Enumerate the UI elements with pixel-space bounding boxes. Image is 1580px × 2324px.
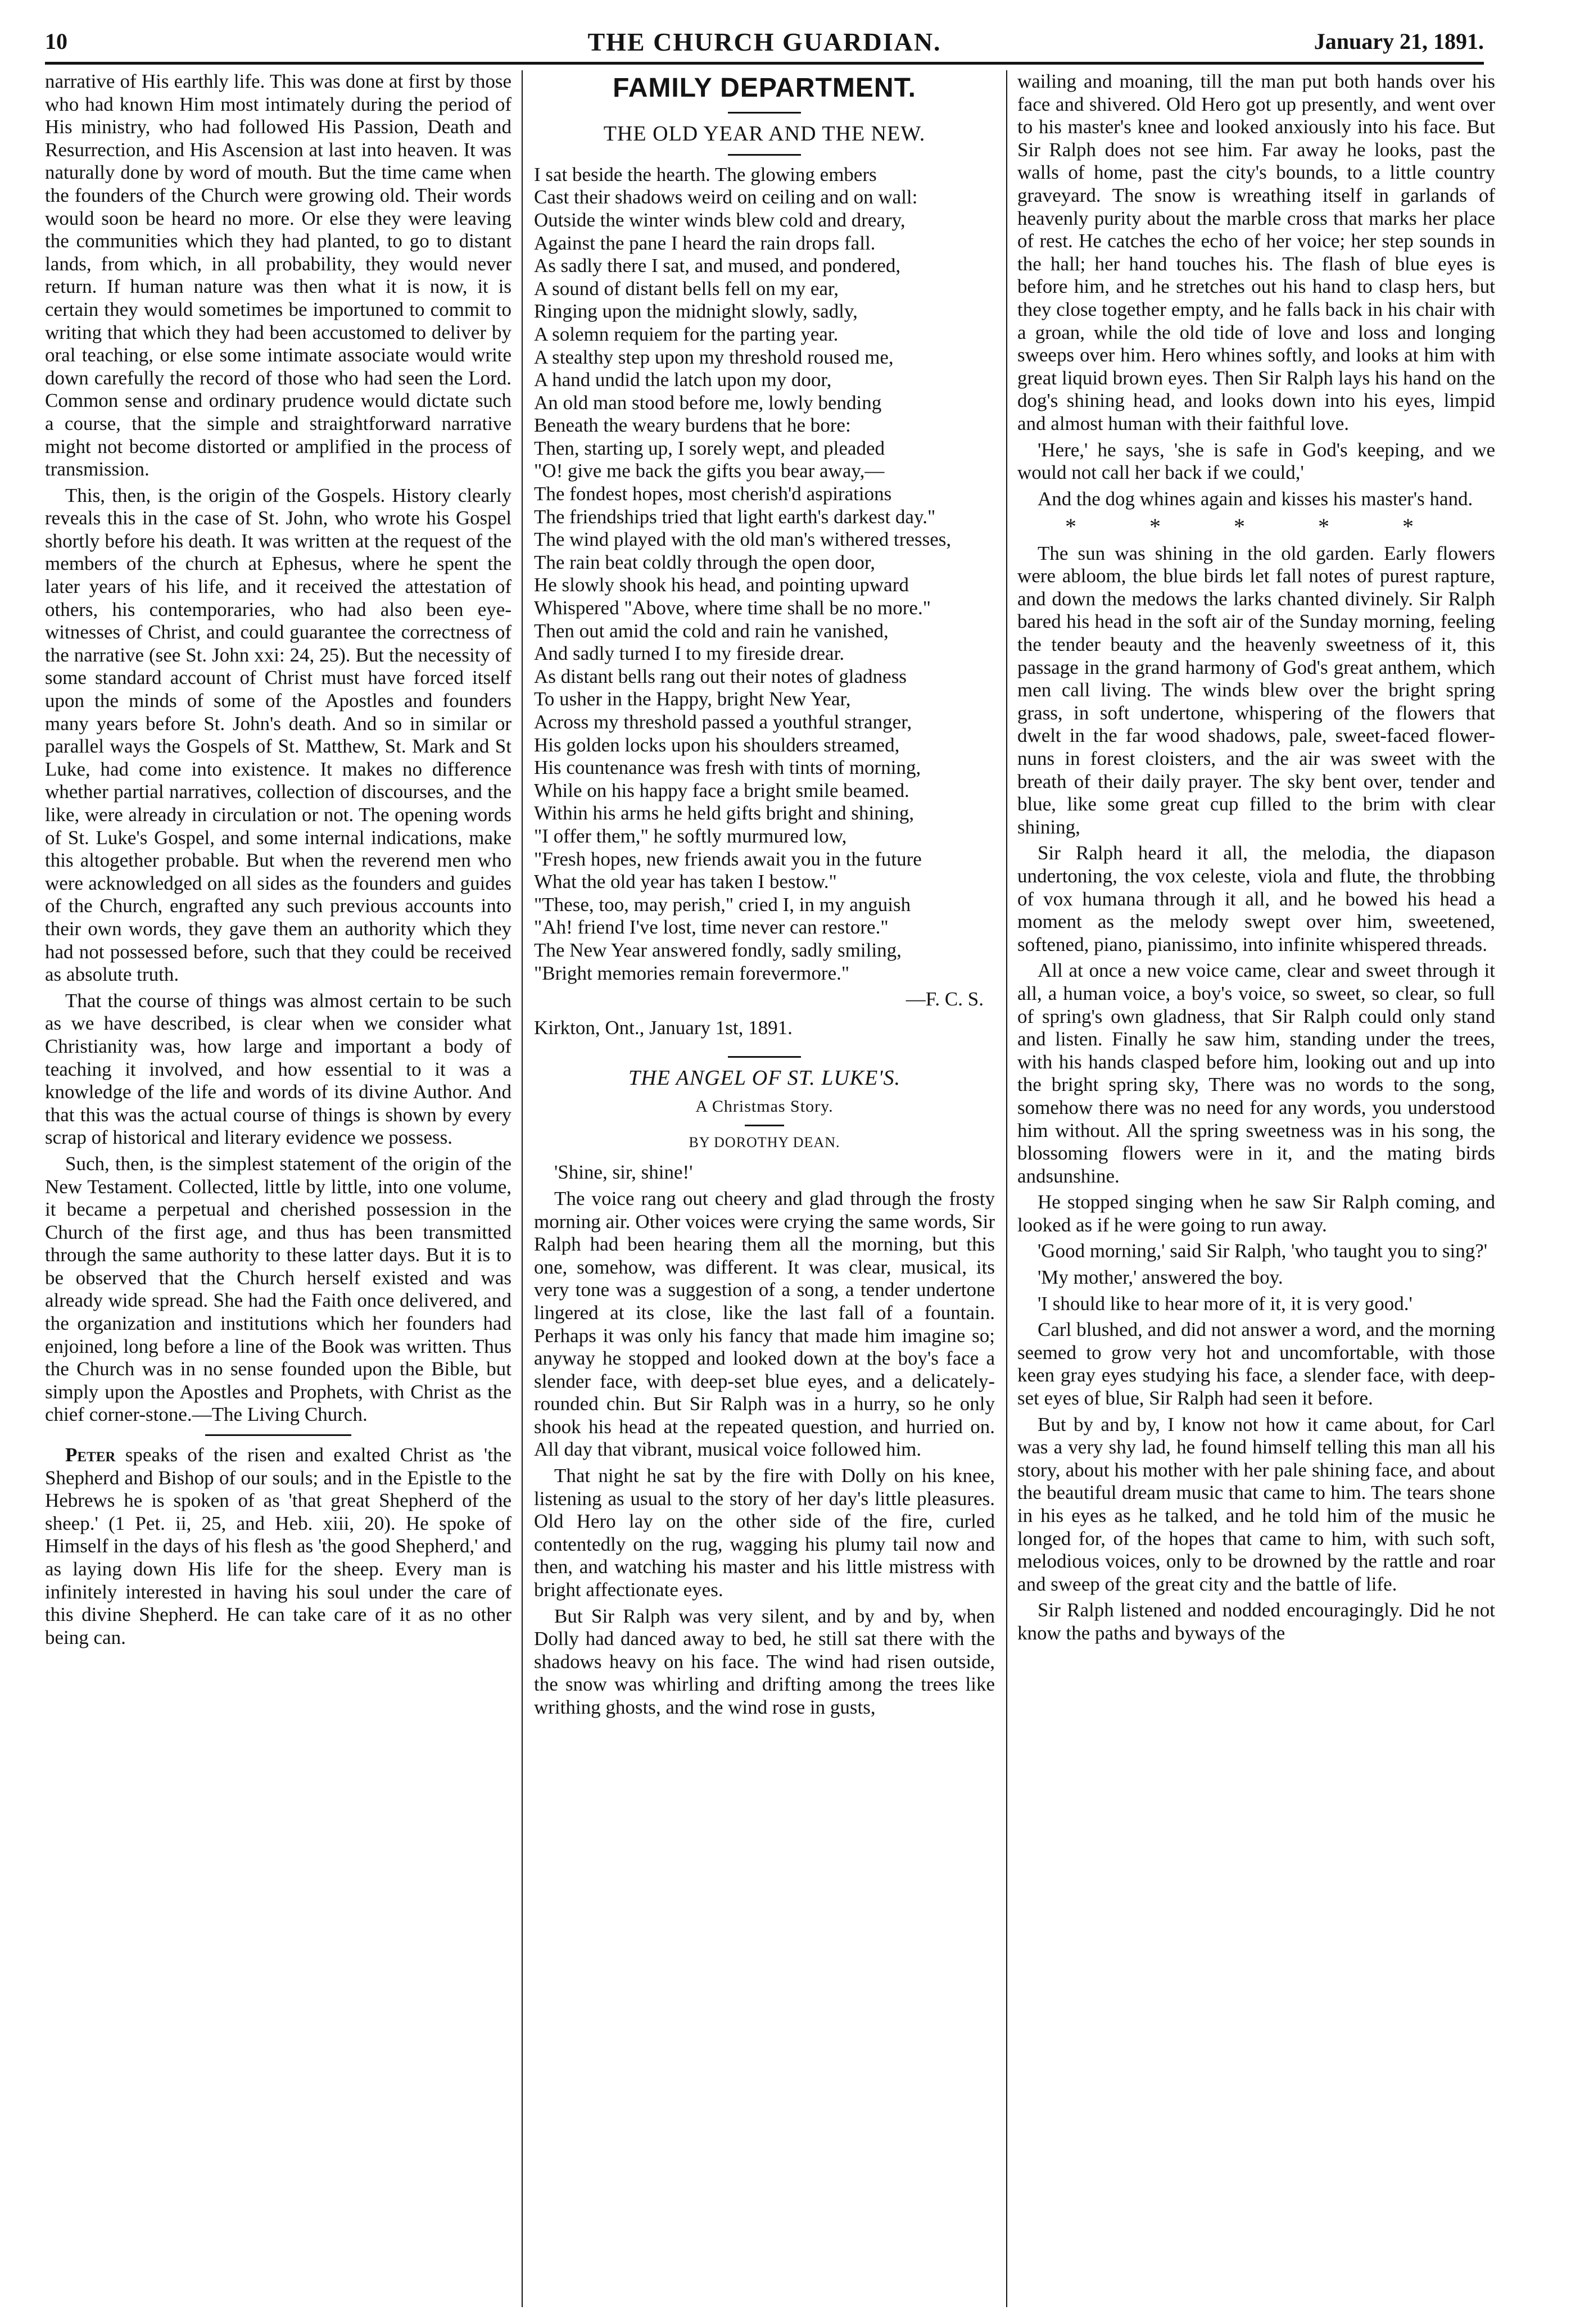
poem-line: His countenance was fresh with tints of morning, — [534, 756, 921, 779]
poem-line: Whispered "Above, where time shall be no more." — [534, 597, 931, 619]
article-paragraph: This, then, is the origin of the Gospels. History clearly reveals this in the case of St. John, who wrote his Gospel shortly before his death. It was written at the request of the members of the church at Ephesus, where he spent the later years of his life, and it received the attestation of others, his contemporaries, who had also been eye-witnesses of Christ, and could guarantee the correctness of the narrative (see St. John xxi: 24, 25). But the necessity of some standard account of Christ must have forced itself upon the minds of some of the Apostles and founders many years before St. John's death. And so in similar or parallel ways the Gospels of St. Matthew, St. Mark and St Luke, had come into existence. It makes no difference whether partial narratives, collection of discourses, and the like, were already in circulation or not. The opening words of St. Luke's Gospel, and some internal indications, make this altogether probable. But when the reverend men who were acknowledged on all sides as the founders and guides of the Church, engrafted any such previous accounts into their own words, they gave them an authority which they had not possessed before, such that they could be received as absolute truth. — [45, 484, 511, 986]
separator-rule — [728, 1056, 801, 1058]
poem-line: The fondest hopes, most cherish'd aspirations — [534, 483, 892, 505]
story-subtitle: A Christmas Story. — [695, 1097, 834, 1116]
column-left — [45, 70, 511, 2307]
poem-line: A sound of distant bells fell on my ear, — [534, 277, 839, 300]
poem-line: And sadly turned I to my fireside drear. — [534, 642, 845, 665]
story-paragraph: But Sir Ralph was very silent, and by and by, when Dolly had danced away to bed, he still sat there with the shadows heavy on his face. The wind had risen outside, the snow was whirling and drifting among the trees like writhing ghosts, and the wind rose in gusts, — [534, 1605, 995, 1718]
poem-line: A stealthy step upon my threshold roused me, — [534, 346, 894, 368]
section-break-stars: * * * * * — [1065, 514, 1447, 540]
story-paragraph: wailing and moaning, till the man put both hands over his face and shivered. Old Hero got up presently, and went over to his master's knee and looked anxiously into his face. But Sir Ralph does not see him. Far away he looks, past the walls of home, past the city's bounds, to a little country graveyard. The snow is wreathing itself in garlands of heavenly purity about the marble cross that marks her place of rest. He catches the echo of her voice; her step sounds in the hall; her hand touches his. The flash of blue eyes is before him, and he stretches out his hand to clasp hers, but they close together empty, and he falls back in his chair with a groan, while the old tide of love and loss and longing sweeps over him. Hero whines softly, and looks at him with great liquid brown eyes. Then Sir Ralph lays his hand on the dog's shining head, and looks down into his eyes, limpid and almost human with their faithful love. — [1017, 70, 1495, 434]
column-middle — [534, 70, 995, 2307]
poem-line: As distant bells rang out their notes of gladness — [534, 665, 907, 687]
paragraph-text: speaks of the risen and exalted Christ as 'the Shepherd and Bishop of our souls; and in the Epistle to the Hebrews he is spoken of as 'that great Shepherd of the sheep.' (1 Pet. ii, 25, and Heb. xiii, 20). He spoke of Himself in the days of his flesh as 'the good Shepherd,' and as laying down His life for the sheep. Every man is infinitely interested in having his soul under the care of this divine Shepherd. He can take care of it as no other being can. — [45, 1444, 511, 1648]
story-paragraph: And the dog whines again and kisses his master's hand. — [1038, 487, 1473, 510]
story-paragraph: He stopped singing when he saw Sir Ralph coming, and looked as if he were going to run away. — [1017, 1191, 1495, 1236]
story-paragraph: 'Here,' he says, 'she is safe in God's keeping, and we would not call her back if we could,' — [1017, 438, 1495, 484]
story-paragraph: Sir Ralph heard it all, the melodia, the diapason undertoning, the vox celeste, viola and flute, the throbbing of vox humana through it all, and he bowed his head a moment as the melody swept over him, sweetened, softened, piano, pianissimo, into infinite whispered threads. — [1017, 842, 1495, 955]
separator-rule — [745, 1125, 784, 1126]
poem-line: "These, too, may perish," cried I, in my anguish — [534, 893, 911, 916]
poem-line: The New Year answered fondly, sadly smiling, — [534, 939, 902, 961]
separator-rule — [728, 154, 801, 156]
poem-line: The rain beat coldly through the open door, — [534, 551, 876, 573]
page-header — [45, 22, 1484, 65]
poem-line: "Fresh hopes, new friends await you in the future — [534, 848, 922, 870]
story-paragraph: That night he sat by the fire with Dolly on his knee, listening as usual to the story of her day's little pleasures. Old Hero lay on the other side of the fire, curled contentedly on the rug, wagging his plumy tail now and then, and watching his master and his little mistress with bright affectionate eyes. — [534, 1465, 995, 1601]
column-right — [1017, 70, 1495, 2307]
poem-line: Across my threshold passed a youthful stranger, — [534, 711, 912, 733]
issue-date: January 21, 1891. — [1314, 29, 1484, 54]
poem-signature: —F. C. S. — [906, 988, 984, 1011]
article-paragraph: narrative of His earthly life. This was done at first by those who had known Him most intimately during the period of His ministry, who had followed His Passion, Death and Resurrection, and His Ascension at last into heaven. It was naturally done by word of mouth. But the time came when the founders of the Church were growing old. Their words would soon be heard no more. Or else they were leaving the communities which they had planted, to go to distant lands, from which, in all probability, they would never return. If human nature was then what it is now, it is certain they would sometimes be importuned to commit to writing that which they had been accustomed to deliver by oral teaching, or else some intimate associate would write down carefully the record of those who had seen the Lord. Common sense and ordinary prudence would dictate such a course, that the simple and straightforward narrative might not become distorted or amplified in the process of transmission. — [45, 70, 511, 481]
poem-line: I sat beside the hearth. The glowing embers — [534, 163, 877, 185]
poem-line: "I offer them," he softly murmured low, — [534, 825, 847, 847]
story-paragraph: The voice rang out cheery and glad through the frosty morning air. Other voices were crying the same words, Sir Ralph had been hearing them all the morning, but this one, somehow, was different. It was clear, musical, its very tone was a suggestion of a song, a tender undertone lingered at its close, like the last fall of a fountain. Perhaps it was only his fancy that made him imagine so; anyway he stopped and looked down at the boy's face a slender face, with deep-set blue eyes, and a delicately-rounded chin. But Sir Ralph was in a hurry, so he only shook his head at the repeated question, and hurried on. All day that vibrant, musical voice followed him. — [534, 1187, 995, 1461]
poem-line: Ringing upon the midnight slowly, sadly, — [534, 300, 858, 323]
story-paragraph: 'My mother,' answered the boy. — [1038, 1266, 1283, 1289]
department-heading: FAMILY DEPARTMENT. — [613, 73, 916, 103]
poem-line: As sadly there I sat, and mused, and pondered, — [534, 255, 901, 277]
article-paragraph — [45, 1444, 511, 1649]
poem-line: To usher in the Happy, bright New Year, — [534, 688, 851, 710]
poem-line: His golden locks upon his shoulders streamed, — [534, 733, 900, 756]
story-title: THE ANGEL OF ST. LUKE'S. — [628, 1066, 900, 1090]
story-paragraph: Carl blushed, and did not answer a word, and the morning seemed to grow very hot and uncomfortable, with those keen gray eyes studying his face, a slender face, with deep-set eyes of blue, Sir Ralph had seen it before. — [1017, 1319, 1495, 1410]
separator-rule — [728, 112, 801, 114]
poem-line: A hand undid the latch upon my door, — [534, 369, 832, 391]
story-paragraph: All at once a new voice came, clear and sweet through it all, a human voice, a boy's voice, so sweet, so clear, so full of spring's own gladness, that Sir Ralph could only stand and listen. Finally he saw him, standing under the trees, with his hands clasped before him, looking out and up into the bright spring sky, There was no words to the song, somehow there was no need for any words, you understood him without. All the spring sweetness was in his song, the blossoming flowers were in it, and the mating birds andsunshine. — [1017, 959, 1495, 1187]
poem-line: He slowly shook his head, and pointing upward — [534, 574, 909, 596]
separator-rule — [205, 1434, 351, 1436]
poem-title: THE OLD YEAR AND THE NEW. — [603, 121, 926, 146]
poem-dateline: Kirkton, Ont., January 1st, 1891. — [534, 1016, 793, 1039]
poem-line: Then, starting up, I sorely wept, and pleaded — [534, 437, 885, 459]
story-paragraph: 'I should like to hear more of it, it is very good.' — [1038, 1292, 1413, 1315]
article-paragraph: That the course of things was almost certain to be such as we have described, is clear when we consider what Christianity was, how large and important a body of teaching it involved, and how essential to it was a knowledge of the life and words of its divine Author. And that this was the actual course of things is shown by every scrap of historical and literary evidence we possess. — [45, 989, 511, 1149]
story-byline: BY DOROTHY DEAN. — [689, 1134, 840, 1151]
paper-title: THE CHURCH GUARDIAN. — [587, 28, 941, 56]
story-paragraph: 'Good morning,' said Sir Ralph, 'who taught you to sing?' — [1038, 1240, 1488, 1262]
poem-line: A solemn requiem for the parting year. — [534, 323, 839, 345]
story-paragraph: But by and by, I know not how it came about, for Carl was a very shy lad, he found himself telling this man all his story, about his mother with her pale shining face, and about the beautiful dream music that came to him. The tears shone in his eyes as he talked, and he told him of the music he longed for, of the hopes that came to him, with such soft, melodious voices, only to be drowned by the rattle and roar and sweep of the great city and the battle of life. — [1017, 1413, 1495, 1595]
poem-line: The friendships tried that light earth's darkest day." — [534, 505, 936, 528]
lead-word: Peter — [65, 1444, 116, 1466]
column-rule — [1006, 70, 1007, 2307]
poem-line: What the old year has taken I bestow." — [534, 871, 837, 893]
poem-line: While on his happy face a bright smile beamed. — [534, 779, 909, 801]
poem-line: Within his arms he held gifts bright and shining, — [534, 802, 915, 825]
story-paragraph: The sun was shining in the old garden. Early flowers were abloom, the blue birds let fall notes of purest rapture, and down the medows the larks chanted divinely. Sir Ralph bared his head in the soft air of the Sunday morning, feeling the tender beauty and the heavenly sweetness of it, this passage in the grand harmony of God's great anthem, which men call living. The winds blew over the bright spring grass, in soft undertone, whispering of the flowers that dwelt in the far wood shadows, pale, sweet-faced flower-nuns in forest cloisters, and the air was sweet with the breath of their daily prayer. The sky bent over, tender and blue, like some great cup filled to the brim with clear shining, — [1017, 542, 1495, 838]
poem-line: An old man stood before me, lowly bending — [534, 391, 882, 414]
column-rule — [522, 70, 523, 2307]
poem-line: Against the pane I heard the rain drops fall. — [534, 232, 876, 254]
page-number: 10 — [45, 29, 67, 54]
poem-line: Then out amid the cold and rain he vanished, — [534, 619, 889, 642]
poem-line: Beneath the weary burdens that he bore: — [534, 414, 851, 437]
poem-line: Cast their shadows weird on ceiling and on wall: — [534, 186, 918, 209]
article-paragraph: Such, then, is the simplest statement of the origin of the New Testament. Collected, little by little, into one volume, it became a perpetual and cherished possession in the Church of the first age, and thus has been transmitted through the same authority to these latter days. But it is to be observed that the Church herself existed and was already wide spread. She had the Faith once delivered, and the organization and institutions which her founders had enjoined, long before a line of the Book was written. Thus the Church was in no sense founded upon the Bible, but simply upon the Apostles and Prophets, with Christ as the chief corner-stone.—The Living Church. — [45, 1152, 511, 1426]
poem-line: The wind played with the old man's withered tresses, — [534, 528, 952, 551]
poem-line: Outside the winter winds blew cold and dreary, — [534, 209, 906, 231]
poem-line: "Bright memories remain forevermore." — [534, 962, 850, 984]
poem-line: "O! give me back the gifts you bear away,— — [534, 460, 885, 482]
poem-body — [534, 164, 995, 985]
poem-line: "Ah! friend I've lost, time never can restore." — [534, 916, 889, 939]
story-paragraph: 'Shine, sir, shine!' — [554, 1161, 693, 1184]
story-paragraph: Sir Ralph listened and nodded encouragingly. Did he not know the paths and byways of the — [1017, 1599, 1495, 1644]
